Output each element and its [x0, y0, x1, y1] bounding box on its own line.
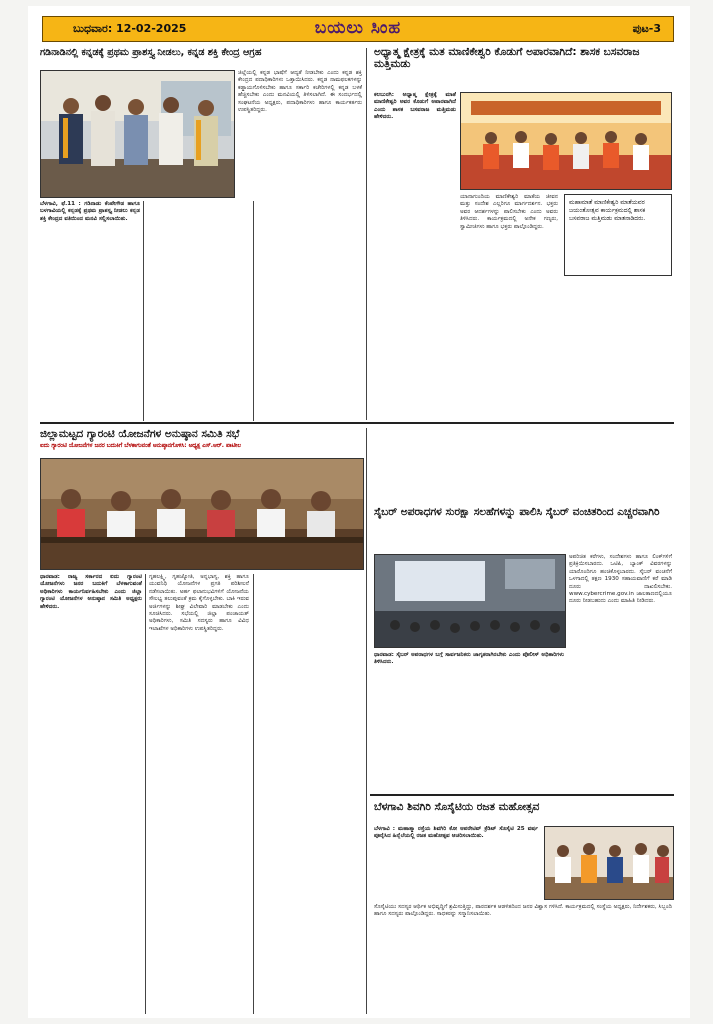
article-5-photo [544, 826, 674, 900]
newspaper-page [28, 6, 690, 1018]
article-4-column-left [374, 652, 564, 790]
article-3-headline: ಜಿಲ್ಲಾಮಟ್ಟದ ಗ್ಯಾರಂಟಿ ಯೋಜನೆಗಳ ಅನುಷ್ಠಾನ ಸಮಿತಿ ಸಭೆ [40, 428, 240, 440]
article-2-dateline: ಕಲಬುರಗಿ: ಅಧ್ಯಾತ್ಮ ಕ್ಷೇತ್ರಕ್ಕೆ ಮಾತೆ ಮಾಣಿಕೇಶ್ವರಿ ಅವರ ಕೊಡುಗೆ ಅಪಾರವಾಗಿದೆ ಎಂದು ಶಾಸಕ ಬಸವರಾಜ ಮತ್ತಿಮಡು ಹೇಳಿದರು. [374, 92, 456, 121]
article-3-subhead: ಐದು ಗ್ಯಾರಂಟಿ ಯೋಜನೆಗಳ ಜನರ ಬದುಕಿಗೆ ಬೆಳಕಾಗುವಂತೆ ಅನುಷ್ಠಾನಗೊಳಿಸಿ: ಅಧ್ಯಕ್ಷ ಎಸ್.ಆರ್. ಪಾಟೀಲ [40, 443, 241, 449]
article-1-column-left [40, 201, 140, 421]
article-1-column-right [238, 70, 362, 196]
article-5-body: ಸೊಸೈಟಿಯು ಸದಸ್ಯರ ಆರ್ಥಿಕ ಅಭಿವೃದ್ಧಿಗೆ ಶ್ರಮಿಸುತ್ತಿದ್ದು, ಪಾರದರ್ಶಕ ಆಡಳಿತದಿಂದ ಜನರ ವಿಶ್ವಾಸ ಗಳಿಸಿದೆ. ಕಾರ್ಯಕ್ರಮದಲ್ಲಿ ಸಂಸ್ಥೆಯ ಅಧ್ಯಕ್ಷರು, ನಿರ್ದೇಶಕರು, ಸಿಬ್ಬಂದಿ ಹಾಗೂ ಸದಸ್ಯರು ಪಾಲ್ಗೊಂಡಿದ್ದರು. ಸಾಧಕರನ್ನು ಸನ್ಮಾನಿಸಲಾಯಿತು. [374, 904, 672, 918]
article-1-dateline: ಬೆಳಗಾವಿ, ಫೆ.11 : ಗಡಿನಾಡು ಕೆಂಪೇಗೌಡ ಹಾಗೂ ಬಳಗಾವಿಯಲ್ಲಿ ಕನ್ನಡಕ್ಕೆ ಪ್ರಥಮ ಪ್ರಾಶಸ್ತ್ಯ ನೀಡಲು ಕನ್ನಡ ಶಕ್ತಿ ಕೇಂದ್ರದ ವತಿಯಿಂದ ಮನವಿ ಸಲ್ಲಿಸಲಾಯಿತು. [40, 201, 140, 222]
article-2-headline: ಅಧ್ಯಾತ್ಮ ಕ್ಷೇತ್ರಕ್ಕೆ ಮತ ಮಾಣಿಕೇಶ್ವರಿ ಕೊಡುಗೆ ಅಪಾರವಾಗಿದೆ: ಶಾಸಕ ಬಸವರಾಜ ಮತ್ತಿಮಡು [374, 46, 640, 71]
masthead [42, 16, 674, 42]
article-5-column-2 [374, 904, 672, 1014]
article-5-dateline: ಬೆಳಗಾವಿ : ಮಹಾತ್ಮಾ ರಸ್ತೆಯ ಶಿವಗಿರಿ ಕೋ ಆಪರೇಟಿವ್ ಕ್ರೆಡಿಟ್ ಸೊಸೈಟಿ 25 ವರ್ಷ ಪೂರೈಸಿದ ಹಿನ್ನೆಲೆಯಲ್ಲಿ ರಜತ ಮಹೋತ್ಸವ ಆಚರಿಸಲಾಯಿತು. [374, 826, 538, 840]
article-3-body: ಗೃಹಲಕ್ಷ್ಮಿ, ಗೃಹಜ್ಯೋತಿ, ಅನ್ನಭಾಗ್ಯ, ಶಕ್ತಿ ಹಾಗೂ ಯುವನಿಧಿ ಯೋಜನೆಗಳ ಪ್ರಗತಿ ಪರಿಶೀಲನೆ ನಡೆಸಲಾಯಿತು. ಅರ್ಹ ಫಲಾನುಭವಿಗಳಿಗೆ ಯೋಜನೆಯ ಸೌಲಭ್ಯ ತಲುಪುವಂತೆ ಕ್ರಮ ಕೈಗೊಳ್ಳಬೇಕು. ಬಾಕಿ ಇರುವ ಅರ್ಜಿಗಳನ್ನು ಶೀಘ್ರ ವಿಲೇವಾರಿ ಮಾಡಬೇಕು ಎಂದು ಸೂಚಿಸಿದರು. ಸಭೆಯಲ್ಲಿ ಜಿಲ್ಲಾ ಪಂಚಾಯತ್ ಅಧಿಕಾರಿಗಳು, ಸಮಿತಿ ಸದಸ್ಯರು ಹಾಗೂ ವಿವಿಧ ಇಲಾಖೆಗಳ ಅಧಿಕಾರಿಗಳು ಉಪಸ್ಥಿತರಿದ್ದರು. [149, 574, 249, 632]
article-1-body: ಜಿಲ್ಲೆಯಲ್ಲಿ ಕನ್ನಡ ಭಾಷೆಗೆ ಆದ್ಯತೆ ನೀಡಬೇಕು ಎಂದು ಕನ್ನಡ ಶಕ್ತಿ ಕೇಂದ್ರದ ಪದಾಧಿಕಾರಿಗಳು ಒತ್ತಾಯಿಸಿದರು. ಕನ್ನಡ ನಾಮಫಲಕಗಳನ್ನು ಕಡ್ಡಾಯಗೊಳಿಸಬೇಕು ಹಾಗೂ ಸರ್ಕಾರಿ ಕಚೇರಿಗಳಲ್ಲಿ ಕನ್ನಡ ಬಳಕೆ ಹೆಚ್ಚಿಸಬೇಕು ಎಂದು ಮನವಿಯಲ್ಲಿ ತಿಳಿಸಲಾಗಿದೆ. ಈ ಸಂದರ್ಭದಲ್ಲಿ ಸಂಘಟನೆಯ ಅಧ್ಯಕ್ಷರು, ಪದಾಧಿಕಾರಿಗಳು ಹಾಗೂ ಕಾರ್ಯಕರ್ತರು ಉಪಸ್ಥಿತರಿದ್ದರು. [238, 70, 362, 114]
article-4-photo [374, 554, 566, 648]
article-3-dateline: ಧಾರವಾಡ: ರಾಜ್ಯ ಸರ್ಕಾರದ ಐದು ಗ್ಯಾರಂಟಿ ಯೋಜನೆಗಳು ಜನರ ಬದುಕಿಗೆ ಬೆಳಕಾಗುವಂತೆ ಅಧಿಕಾರಿಗಳು ಕಾರ್ಯನಿರ್ವಹಿಸಬೇಕು ಎಂದು ಜಿಲ್ಲಾ ಗ್ಯಾರಂಟಿ ಯೋಜನೆಗಳ ಅನುಷ್ಠಾನ ಸಮಿತಿ ಅಧ್ಯಕ್ಷರು ಹೇಳಿದರು. [40, 574, 142, 610]
article-5-headline: ಬೆಳಗಾವಿ ಶಿವಗಿರಿ ಸೊಸೈಟಿಯ ರಜತ ಮಹೋತ್ಸವ [374, 801, 540, 813]
article-3-photo [40, 458, 364, 570]
article-2-column-2 [460, 194, 558, 416]
article-1-photo [40, 70, 235, 198]
article-4-body: ಅಪರಿಚಿತ ಕರೆಗಳು, ಸಂದೇಶಗಳು ಹಾಗೂ ಲಿಂಕ್‌ಗಳಿಗೆ ಪ್ರತಿಕ್ರಿಯಿಸಬಾರದು. ಒಟಿಪಿ, ಬ್ಯಾಂಕ್ ವಿವರಗಳನ್ನು ಯಾರೊಂದಿಗೂ ಹಂಚಿಕೊಳ್ಳಬಾರದು. ಸೈಬರ್ ವಂಚನೆಗೆ ಒಳಗಾದಲ್ಲಿ ತಕ್ಷಣ 1930 ಸಹಾಯವಾಣಿಗೆ ಕರೆ ಮಾಡಿ ದೂರು ದಾಖಲಿಸಬೇಕು. www.cybercrime.gov.in ಜಾಲತಾಣದಲ್ಲಿಯೂ ದೂರು ನೀಡಬಹುದು ಎಂದು ಮಾಹಿತಿ ನೀಡಿದರು. [569, 554, 672, 605]
article-5-column-1 [374, 826, 538, 898]
article-2-caption-box [564, 194, 672, 276]
paper-name: ಬಯಲು ಸಿಂಹ [314, 18, 402, 38]
article-2-body: ಯಾನಾಗುಂದಿಯ ಮಾಣಿಕೇಶ್ವರಿ ಮಾತೆಯ ಜೀವನ ಮತ್ತು ಸಂದೇಶ ಎಲ್ಲರಿಗೂ ಮಾರ್ಗದರ್ಶನ. ಭಕ್ತರು ಅವರ ಆದರ್ಶಗಳನ್ನು ಪಾಲಿಸಬೇಕು ಎಂದು ಅವರು ತಿಳಿಸಿದರು. ಕಾರ್ಯಕ್ರಮದಲ್ಲಿ ಅನೇಕ ಗಣ್ಯರು, ಸ್ವಾಮೀಜಿಗಳು ಹಾಗೂ ಭಕ್ತರು ಪಾಲ್ಗೊಂಡಿದ್ದರು. [460, 194, 558, 230]
article-3-column-3 [257, 574, 362, 1014]
article-2-caption: ಮಹಾಮಾತೆ ಮಾಣಿಕೇಶ್ವರಿ ಮಾತೆಯವರ ಜಯಂತೋತ್ಸವ ಕಾರ್ಯಕ್ರಮದಲ್ಲಿ ಶಾಸಕ ಬಸವರಾಜ ಮತ್ತಿಮಡು ಮಾತನಾಡಿದರು. [569, 199, 646, 222]
article-3-column-1 [40, 574, 142, 1014]
issue-date: ಬುಧವಾರ: 12-02-2025 [73, 22, 187, 35]
article-4-headline: ಸೈಬರ್ ಅಪರಾಧಗಳ ಸುರಕ್ಷಾ ಸಲಹೆಗಳನ್ನು ಪಾಲಿಸಿ ಸೈಬರ್ ವಂಚಿತರಿಂದ ಎಚ್ಚರವಾಗಿರಿ [374, 506, 660, 518]
page-number: ಪುಟ-3 [632, 22, 661, 35]
article-4-column-right [569, 554, 672, 790]
article-4-dateline: ಧಾರವಾಡ: ಸೈಬರ್ ಅಪರಾಧಗಳ ಬಗ್ಗೆ ಸಾರ್ವಜನಿಕರು ಜಾಗೃತರಾಗಿರಬೇಕು ಎಂದು ಪೊಲೀಸ್ ಅಧಿಕಾರಿಗಳು ತಿಳಿಸಿದರು. [374, 652, 564, 666]
article-3-column-2 [149, 574, 249, 1014]
article-2-column-3 [564, 282, 672, 416]
article-1-headline: ಗಡಿನಾಡಿನಲ್ಲಿ ಕನ್ನಡಕ್ಕೆ ಪ್ರಥಮ ಪ್ರಾಶಸ್ತ್ಯ ನೀಡಲು, ಕನ್ನಡ ಶಕ್ತಿ ಕೇಂದ್ರ ಆಗ್ರಹ [40, 47, 262, 58]
article-2-photo [460, 92, 672, 190]
article-2-column-1 [374, 92, 456, 416]
